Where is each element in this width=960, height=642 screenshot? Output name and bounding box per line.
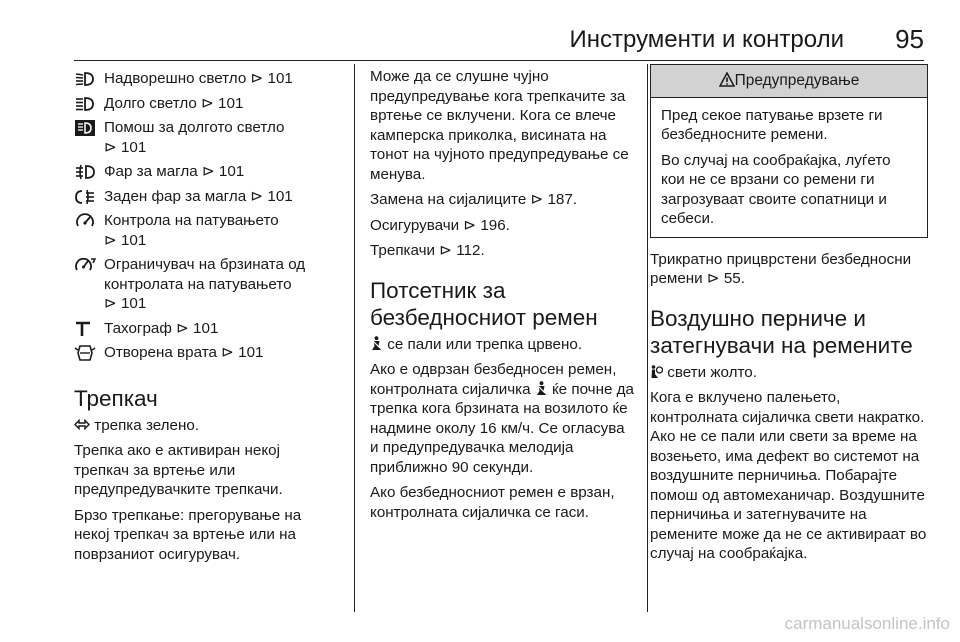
front-fog-light-icon: [74, 163, 96, 181]
cruise-control-icon: [74, 212, 96, 230]
paragraph: Во случај на сообраќајка, луѓето кои не се врзани со ремени ги загрозуваат своите сопатници и себеси.: [661, 151, 891, 227]
column-divider: [647, 64, 648, 612]
list-item: Контрола на патувањето ⊳ 101: [74, 211, 336, 250]
page-header-title: Инструменти и контроли: [569, 26, 844, 53]
paragraph: свети жолто.: [650, 363, 928, 383]
list-item: Надворешно светло ⊳ 101: [74, 69, 336, 89]
warning-body: [651, 98, 927, 237]
list-item: Отворена врата ⊳ 101: [74, 343, 336, 363]
high-beam-icon: [74, 70, 96, 88]
header-divider: [74, 60, 924, 61]
list-item: Ограничувач на брзината од контролата на патувањето ⊳ 101: [74, 255, 336, 314]
paragraph: Осигурувачи ⊳ 196.: [370, 216, 510, 234]
list-item: Тахограф ⊳ 101: [74, 319, 336, 339]
section-title-turn-signal: Трепкач: [74, 385, 158, 411]
paragraph: Ако безбедносниот ремен е врзан, контролната сијаличка се гаси.: [370, 484, 615, 521]
paragraph: трепка зелено.: [74, 416, 336, 436]
paragraph: Замена на сијалиците ⊳ 187.: [370, 191, 578, 208]
list-item: Заден фар за магла ⊳ 101: [74, 187, 336, 207]
list-item: Помош за долгото светло ⊳ 101: [74, 118, 336, 157]
airbag-icon: [650, 364, 663, 379]
page-number: 95: [895, 24, 924, 54]
paragraph: Може да се слушне чујно предупредување кога трепкачите за вртење се вклучени. Кога се влече камперска приколка, висината на тонот на чујното предупредување се менува.: [370, 68, 629, 183]
column-middle: [370, 64, 636, 528]
list-item: Фар за магла ⊳ 101: [74, 162, 336, 182]
section-title-seat-belt-reminder: Потсетник за безбедносниот ремен: [370, 277, 598, 330]
tachograph-icon: [74, 320, 96, 338]
rear-fog-light-icon: [74, 188, 96, 206]
warning-box: [650, 64, 928, 238]
paragraph: се пали или трепка црвено.: [370, 335, 636, 355]
high-beam-assist-icon: [74, 119, 96, 137]
paragraph: Кога е вклучено палењето, контролната сијаличка свети накратко. Ако не се пали или свети за време на возењето, има дефект во системот на воздушните перничиња. Побарајте помош од автомеханичар. Воздушните перничиња и затегнувачите на ремените може да не се активираат во случај на сообраќајка.: [650, 389, 927, 562]
column-divider: [354, 64, 355, 612]
turn-signal-icon: [74, 417, 90, 432]
paragraph: Пред секое патување врзете ги безбедносните ремени.: [661, 106, 883, 143]
paragraph: Трикратно прицврстени безбедносни ремени ⊳ 55.: [650, 250, 912, 287]
door-open-icon: [74, 344, 96, 362]
section-title-airbag: Воздушно перниче и затегнувачи на ремените: [650, 305, 913, 358]
speed-limiter-icon: [74, 256, 96, 274]
warning-icon: [719, 72, 735, 89]
column-left: [74, 64, 336, 570]
column-right: [650, 64, 928, 570]
seat-belt-icon: [535, 381, 548, 396]
paragraph: Трепка ако е активиран некој трепкач за вртење или предупредувачките трепкачи.: [74, 442, 283, 498]
paragraph: Ако е одврзан безбедносен ремен, контролната сијаличка ќе почне да трепка кога брзината на возилото ќе надмине околу 16 км/ч. Се огласува и предупредувачка мелодија приближно 90 секунди.: [370, 361, 634, 476]
main-beam-icon: [74, 95, 96, 113]
list-item: Долго светло ⊳ 101: [74, 94, 336, 114]
seat-belt-icon: [370, 336, 383, 351]
watermark: carmanualsonline.info: [784, 614, 950, 633]
warning-header: Предупредување: [651, 65, 927, 98]
paragraph: Брзо трепкање: прегорување на некој трепкач за вртење или на поврзаниот осигурувач.: [74, 506, 302, 563]
paragraph: Трепкачи ⊳ 112.: [370, 242, 485, 259]
